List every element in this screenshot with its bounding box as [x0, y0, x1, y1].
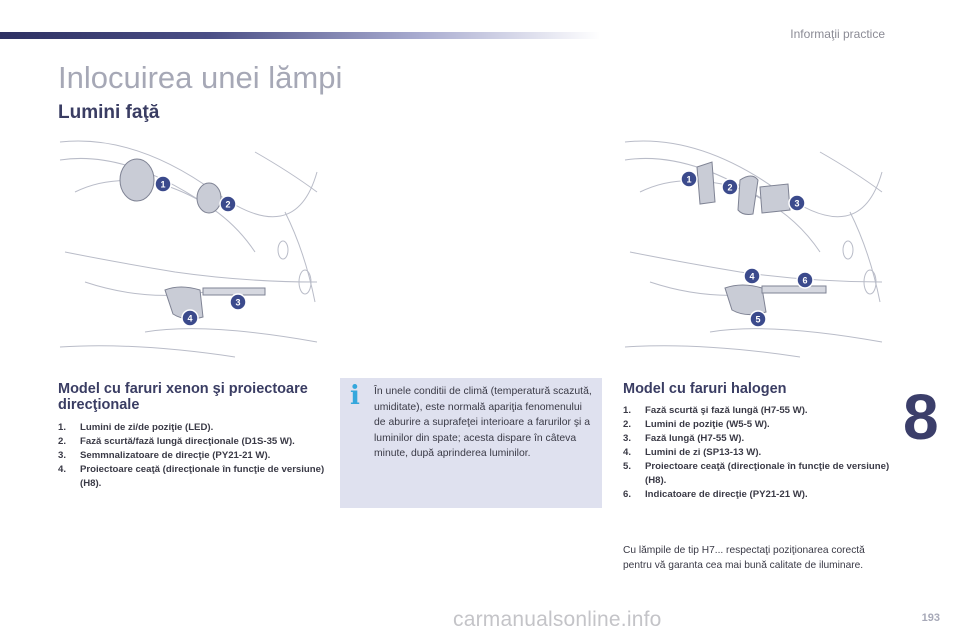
list-item-text: Semmnalizatoare de direcţie (PY21-21 W).	[80, 450, 271, 461]
callout-label: 2	[225, 199, 231, 210]
info-box	[340, 378, 602, 508]
list-item	[623, 418, 898, 432]
halogen-heading: Model cu faruri halogen	[623, 381, 787, 397]
list-item-number: 2.	[58, 436, 67, 447]
list-item	[623, 432, 898, 446]
callout-label: 5	[755, 314, 761, 325]
chapter-number: 8	[903, 381, 939, 453]
list-item-number: 4.	[58, 464, 67, 475]
list-item	[623, 488, 898, 502]
watermark: carmanualsonline.info	[453, 608, 662, 631]
xenon-headlamp-illustration	[55, 132, 320, 362]
list-item-text: Lumini de zi (SP13-13 W).	[645, 447, 762, 458]
callout-label: 1	[686, 174, 692, 185]
callout-label: 6	[802, 275, 808, 286]
list-item-number: 1.	[58, 422, 67, 433]
list-item-text: Lumini de zi/de poziţie (LED).	[80, 422, 214, 433]
section-label: Informaţii practice	[790, 27, 885, 41]
halogen-bulb-list	[623, 404, 898, 502]
xenon-bulb-list	[58, 421, 333, 491]
list-item	[623, 404, 898, 418]
list-item-text: Proiectoare ceaţă (direcţionale în funcţie de versiune) (H8).	[80, 464, 325, 489]
list-item-number: 4.	[623, 447, 632, 458]
page-subtitle: Lumini faţă	[58, 102, 160, 123]
list-item	[58, 435, 333, 449]
list-item-number: 1.	[623, 405, 632, 416]
list-item-text: Lumini de poziţie (W5-5 W).	[645, 419, 770, 430]
page-number: 193	[921, 612, 940, 624]
list-item-text: Proiectoare ceaţă (direcţionale în funcţie de versiune) (H8).	[645, 461, 890, 486]
list-item-text: Fază lungă (H7-55 W).	[645, 433, 745, 444]
header-bar	[0, 32, 600, 39]
list-item	[58, 463, 333, 491]
list-item	[58, 421, 333, 435]
callout-label: 2	[727, 182, 733, 193]
page-title: Inlocuirea unei lămpi	[58, 60, 343, 95]
list-item-number: 3.	[58, 450, 67, 461]
callout-label: 3	[794, 198, 800, 209]
halogen-headlamp-illustration	[620, 132, 885, 362]
list-item-text: Fază scurtă/fază lungă direcţionale (D1S-35 W).	[80, 436, 295, 447]
list-item	[58, 449, 333, 463]
callout-label: 1	[160, 179, 166, 190]
list-item-number: 6.	[623, 489, 632, 500]
list-item-text: Indicatoare de direcţie (PY21-21 W).	[645, 489, 808, 500]
list-item-number: 5.	[623, 461, 632, 472]
info-icon: i	[350, 381, 360, 411]
halogen-note: Cu lămpile de tip H7... respectaţi poziţionarea corectă pentru vă garanta cea mai bună calitate de iluminare.	[623, 545, 865, 571]
callout-label: 4	[749, 271, 755, 282]
callout-label: 3	[235, 297, 241, 308]
list-item-number: 3.	[623, 433, 632, 444]
callout-label: 4	[187, 313, 193, 324]
list-item	[623, 446, 898, 460]
list-item-number: 2.	[623, 419, 632, 430]
list-item	[623, 460, 898, 488]
list-item-text: Fază scurtă şi fază lungă (H7-55 W).	[645, 405, 808, 416]
info-text: În unele conditii de climă (temperatură scazută, umiditate), este normală apariţia fenomenului de aburire a suprafeţei interioare a farurilor şi a luminilor din spate; acesta dispare în câteva minute, după aprinderea luminilor.	[374, 386, 592, 459]
xenon-heading: Model cu faruri xenon şi proiectoare direcţionale	[58, 381, 308, 413]
